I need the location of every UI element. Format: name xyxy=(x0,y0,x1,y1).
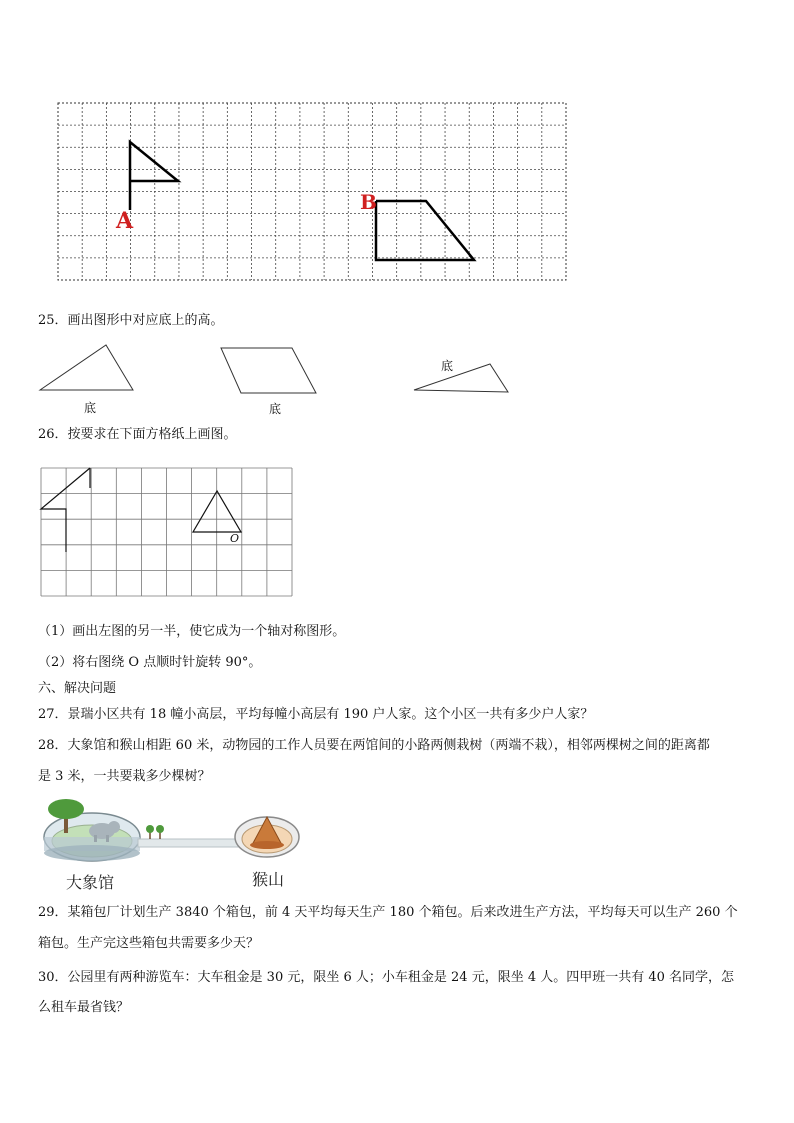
q25-base-label-2: 底 xyxy=(269,402,282,416)
top-grid-figure xyxy=(0,0,794,300)
q25-triangle-1 xyxy=(40,345,133,390)
q26-sub1: （1）画出左图的另一半，使它成为一个轴对称图形。 xyxy=(38,624,346,639)
q25-parallelogram xyxy=(221,348,316,393)
path-between-icon xyxy=(138,825,242,847)
q29-line1: 29．某箱包厂计划生产 3840 个箱包，前 4 天平均每天生产 180 个箱包。后来改进生产方法，平均每天可以生产 260 个 xyxy=(38,905,738,920)
label-elephant-house: 大象馆 xyxy=(66,873,115,892)
q30-line1: 30．公园里有两种游览车：大车租金是 30 元，限坐 6 人；小车租金是 24 元，限坐 4 人。四甲班一共有 40 名同学，怎 xyxy=(38,970,735,985)
shape-b-trapezoid xyxy=(376,201,474,260)
q25-base-label-3: 底 xyxy=(441,359,454,373)
q25-text: 25．画出图形中对应底上的高。 xyxy=(38,313,224,328)
label-monkey-hill: 猴山 xyxy=(252,870,285,889)
q26-sub2: （2）将右图绕 O 点顺时针旋转 90°。 xyxy=(38,655,262,670)
q25-shapes xyxy=(0,340,794,420)
q27-text: 27．景瑞小区共有 18 幢小高层，平均每幢小高层有 190 户人家。这个小区一共有多少户人家？ xyxy=(38,707,594,722)
q25-base-label-1: 底 xyxy=(84,401,97,415)
q28-line2: 是 3 米，一共要栽多少棵树？ xyxy=(38,769,211,784)
section-6-title: 六、解决问题 xyxy=(38,681,117,696)
q26-text: 26．按要求在下面方格纸上画图。 xyxy=(38,427,237,442)
q25-triangle-2 xyxy=(414,364,508,392)
q26-grid-figure xyxy=(0,460,794,620)
monkey-hill-icon xyxy=(235,817,299,857)
elephant-house-icon xyxy=(44,799,140,861)
zoo-illustration xyxy=(0,795,794,895)
shape-a-flag xyxy=(130,142,178,210)
label-a: A xyxy=(116,208,134,234)
q30-line2: 么租车最省钱？ xyxy=(38,1000,130,1015)
q29-line2: 箱包。生产完这些箱包共需要多少天？ xyxy=(38,936,260,951)
q26-point-o: O xyxy=(230,532,240,545)
label-b: B xyxy=(360,190,377,214)
q28-line1: 28．大象馆和猴山相距 60 米，动物园的工作人员要在两馆间的小路两侧栽树（两端不栽），相邻两棵树之间的距离都 xyxy=(38,738,710,753)
q26-left-half-figure xyxy=(41,468,90,552)
